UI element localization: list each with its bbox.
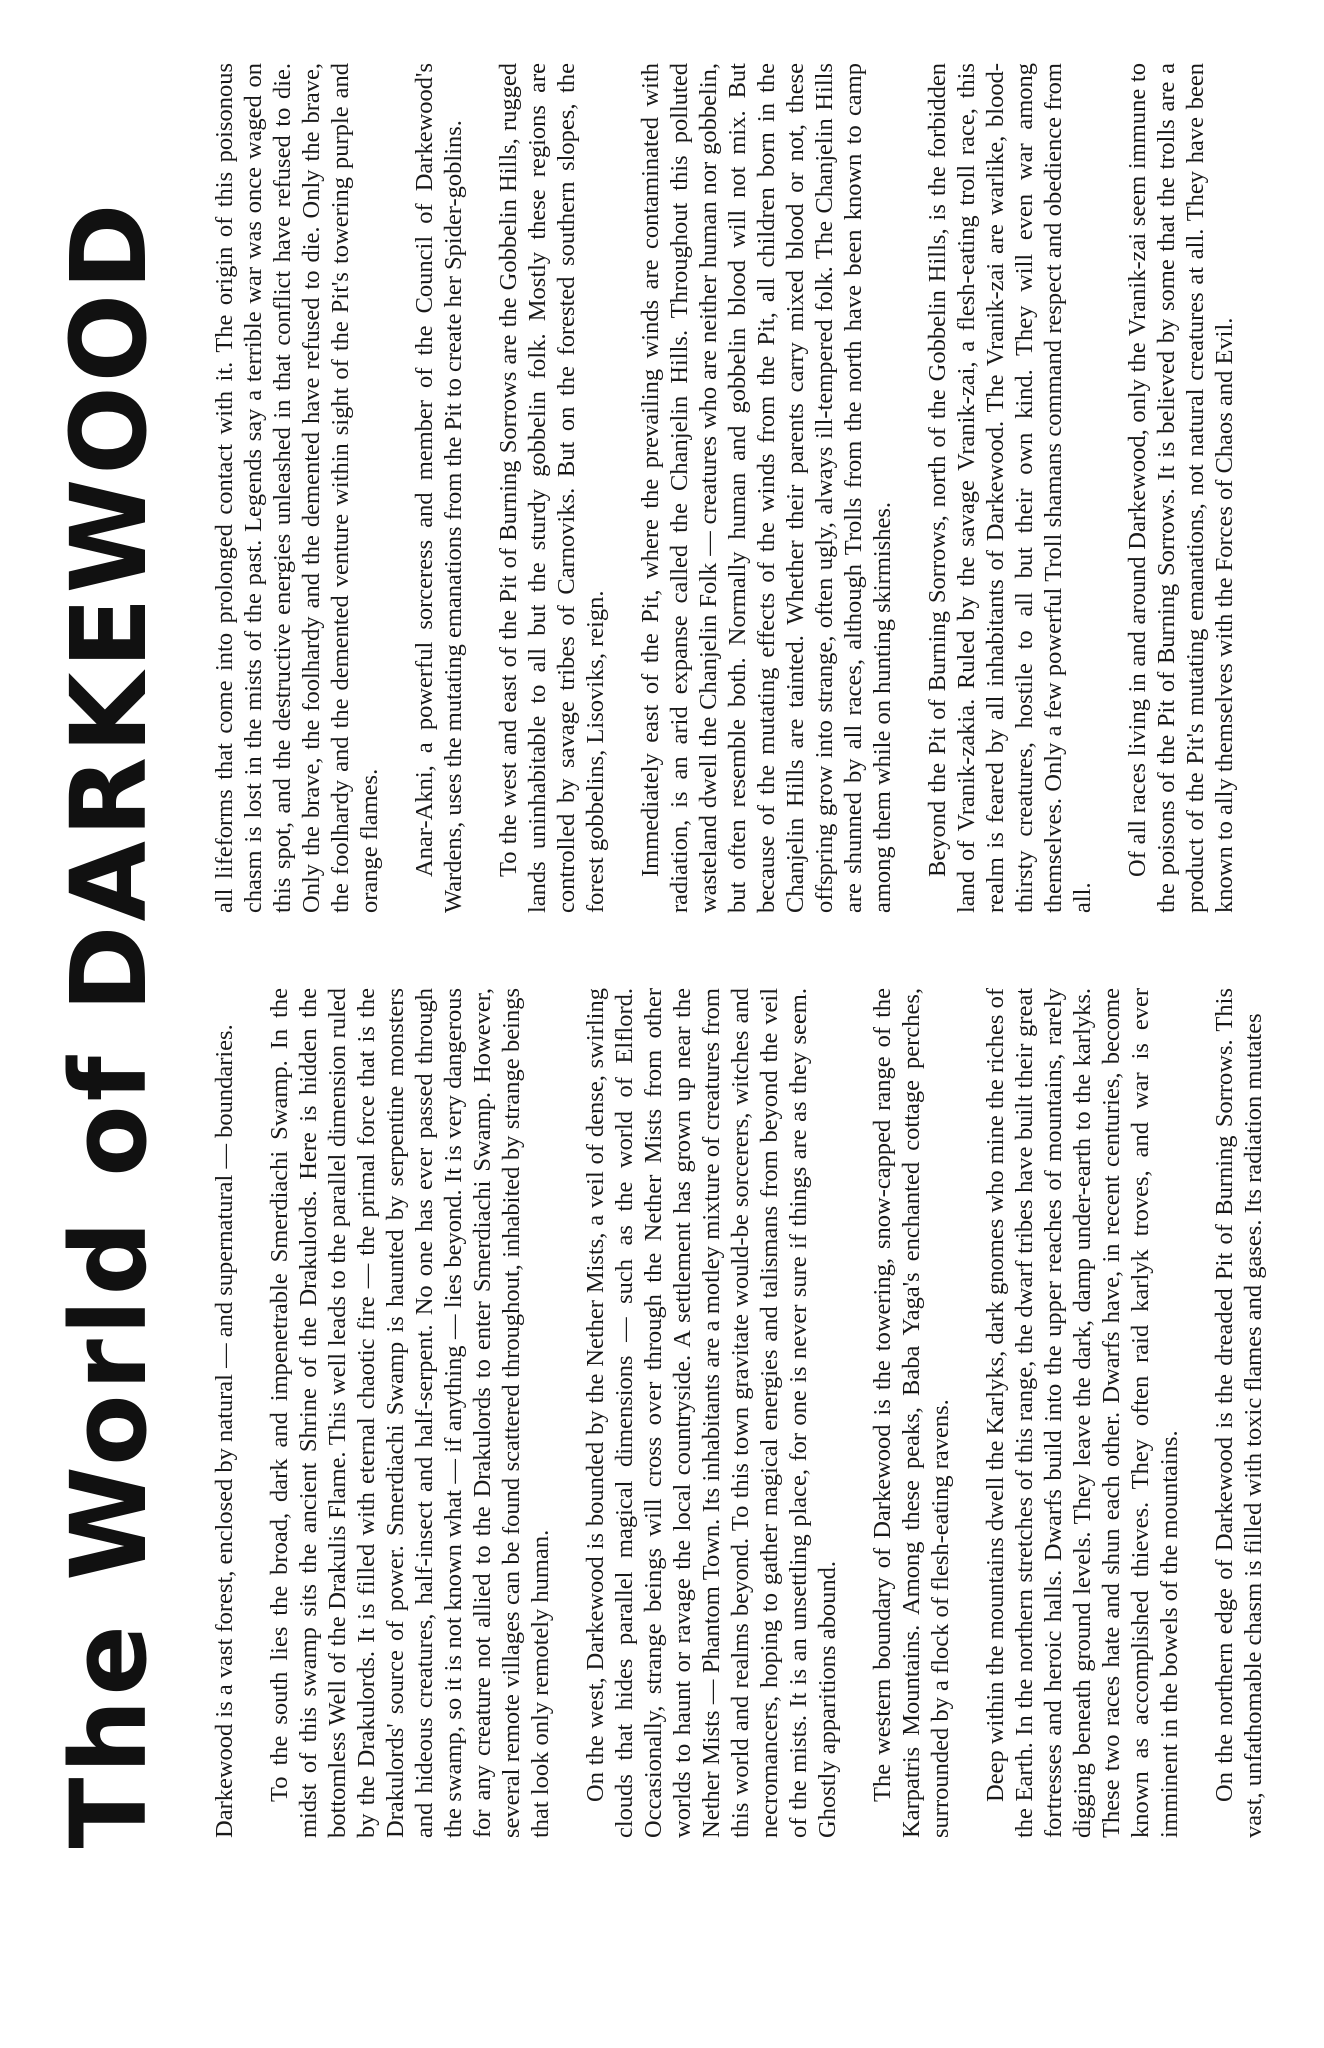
paragraph: Of all races living in and around Darkewood, only the Vranik-zai seem immune to the poisons of the Pit of Burning Sorrows. It is believed by some that the trolls are a product of the Pit's mutating emanations, not natural creatures at all. They have been known to ally themselves with the Forces of Chaos and Evil.: [1124, 63, 1238, 913]
paragraph: On the northern edge of Darkewood is the dreaded Pit of Burning Sorrows. This vast, unfathomable chasm is filled with toxic flames and gases. Its radiation mutates: [1211, 988, 1267, 1838]
paragraph: Darkewood is a vast forest, enclosed by natural — and supernatural — boundaries.: [211, 1024, 238, 1838]
right-text-column: [210, 63, 1265, 913]
paragraph: Anar-Akni, a powerful sorceress and member of the Council of Darkewood's Wardens, uses the mutating emanations from the Pit to create her Spider-goblins.: [411, 63, 467, 913]
paragraph: Deep within the mountains dwell the Karlyks, dark gnomes who mine the riches of the Earth. In the northern stretches of this range, the dwarf tribes have built their great fortresses and heroic halls. Dwarfs build into the upper reaches of mountains, rarely digging beneath ground levels. They leave the dark, damp under-earth to the karlyks. These two races hate and shun each other. Dwarfs have, in recent centuries, become known as accomplished thieves. They often raid karlyk troves, and war is ever imminent in the bowels of the mountains.: [982, 988, 1183, 1838]
paragraph: To the south lies the broad, dark and impenetrable Smerdiachi Swamp. In the midst of this swamp sits the ancient Shrine of the Drakulords. Here is hidden the bottomless Well of the Drakulis Flame. This well leads to the parallel dimension ruled by the Drakulords. It is filled with eternal chaotic fire — the primal force that is the Drakulords' source of power. Smerdiachi Swamp is haunted by serpentine monsters and hideous creatures, half-insect and half-serpent. No one has ever passed through the swamp, so it is not known what — if anything — lies beyond. It is very dangerous for any creature not allied to the Drakulords to enter Smerdiachi Swamp. However, several remote villages can be found scattered throughout, inhabited by strange beings that look only remotely human.: [266, 988, 554, 1838]
paragraph: The western boundary of Darkewood is the towering, snow-capped range of the Karpatris Mountains. Among these peaks, Baba Yaga's enchanted cottage perches, surrounded by a flock of flesh-eating ravens.: [869, 988, 954, 1838]
paragraph: Beyond the Pit of Burning Sorrows, north of the Gobbelin Hills, is the forbidden land of Vranik-zakia. Ruled by the savage Vranik-zai, a flesh-eating troll race, this realm is feared by all inhabitants of Darkewood. The Vranik-zai are warlike, blood-thirsty creatures, hostile to all but their own kind. They will even war among themselves. Only a few powerful Troll shamans command respect and obedience from all.: [924, 63, 1096, 913]
paragraph: To the west and east of the Pit of Burning Sorrows are the Gobbelin Hills, rugged lands uninhabitable to all but the sturdy gobbelin folk. Mostly these regions are controlled by savage tribes of Carnoviks. But on the forested southern slopes, the forest gobbelins, Lisoviks, reign.: [495, 63, 609, 913]
left-text-column: [210, 988, 1294, 1838]
paragraph: all lifeforms that come into prolonged contact with it. The origin of this poisonous chasm is lost in the mists of the past. Legends say a terrible war was once waged on this spot, and the destructive energies unleashed in that conflict have refused to die. Only the brave, the foolhardy and the demented have refused to die. Only the brave, the foolhardy and the demented venture within sight of the Pit's towering purple and orange flames.: [211, 63, 383, 913]
paragraph: On the west, Darkewood is bounded by the Nether Mists, a veil of dense, swirling clouds that hides parallel magical dimensions — such as the world of Elflord. Occasionally, strange beings will cross over through the Nether Mists from other worlds to haunt or ravage the local countryside. A settlement has grown up near the Nether Mists — Phantom Town. Its inhabitants are a motley mixture of creatures from this world and realms beyond. To this town gravitate would-be sorcerers, witches and necromancers, hoping to gather magical energies and talismans from beyond the veil of the mists. It is an unsettling place, for one is never sure if things are as they seem. Ghostly apparitions abound.: [582, 988, 841, 1838]
paragraph: Immediately east of the Pit, where the prevailing winds are contaminated with radiation, is an arid expanse called the Chanjelin Hills. Throughout this polluted wasteland dwell the Chanjelin Folk — creatures who are neither human nor gobbelin, but often resemble both. Normally human and gobbelin blood will not mix. But because of the mutating effects of the winds from the Pit, all children born in the Chanjelin Hills are tainted. Whether their parents carry mixed blood or not, these offspring grow into strange, often ugly, always ill-tempered folk. The Chanjelin Hills are shunned by all races, although Trolls from the north have been known to camp among them while on hunting skirmishes.: [637, 63, 896, 913]
page-title: The World of DARKEWOOD: [48, 199, 170, 1849]
